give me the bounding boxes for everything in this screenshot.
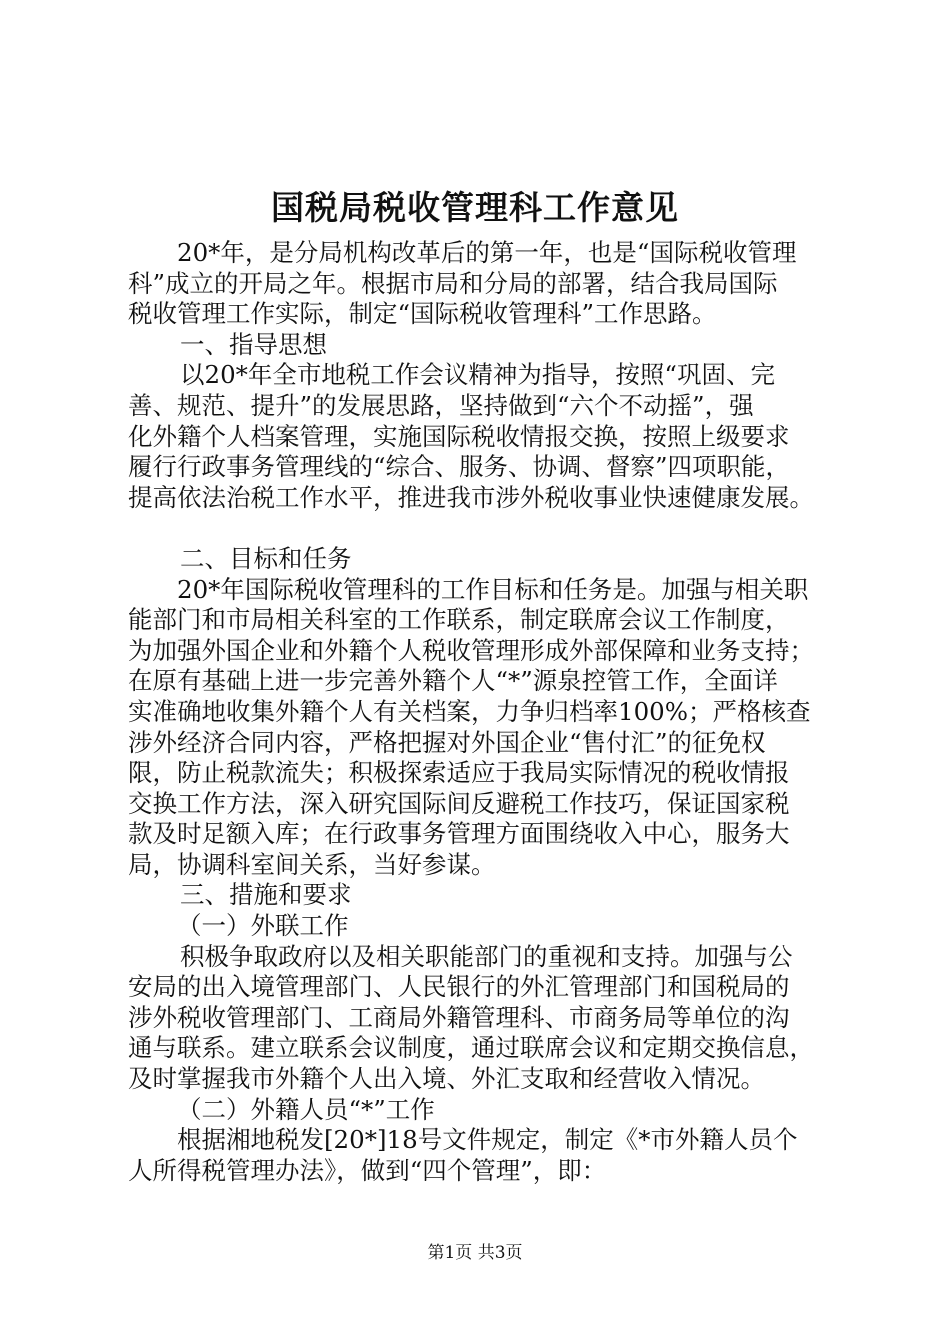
paragraph-line: 安局的出入境管理部门、人民银行的外汇管理部门和国税局的 (128, 972, 790, 1002)
liaison-paragraph (128, 942, 843, 1095)
document-title: 国税局税收管理科工作意见 (271, 188, 679, 227)
paragraph-line: 20*年国际税收管理科的工作目标和任务是。加强与相关职 (177, 574, 809, 604)
paragraph-line: 局，协调科室间关系，当好参谋。 (128, 849, 496, 879)
paragraph-line: 能部门和市局相关科室的工作联系，制定联席会议工作制度， (128, 605, 790, 635)
paragraph-line: 通与联系。建立联系会议制度，通过联席会议和定期交换信息， (128, 1033, 814, 1063)
intro-line: 科”成立的开局之年。根据市局和分局的部署，结合我局国际 (128, 268, 778, 298)
section-heading-goals-tasks: 二、目标和任务 (180, 543, 352, 573)
paragraph-line: 涉外经济合同内容，严格把握对外国企业“售付汇”的征免权 (128, 727, 766, 757)
subsection-heading-liaison: （一）外联工作 (177, 911, 349, 941)
intro-paragraph (128, 238, 843, 330)
paragraph-line: 限，防止税款流失；积极探索适应于我局实际情况的税收情报 (128, 758, 790, 788)
paragraph-spacer (128, 513, 843, 544)
paragraph-line: 交换工作方法，深入研究国际间反避税工作技巧，保证国家税 (128, 788, 790, 818)
section-heading-guiding-thought: 一、指导思想 (180, 329, 327, 359)
paragraph-line: 实准确地收集外籍个人有关档案，力争归档率100%；严格核查 (128, 696, 811, 726)
paragraph-line: 在原有基础上进一步完善外籍个人“*”源泉控管工作，全面详 (128, 666, 778, 696)
paragraph-line: 积极争取政府以及相关职能部门的重视和支持。加强与公 (180, 941, 793, 971)
document-body (128, 238, 843, 1186)
intro-line: 税收管理工作实际，制定“国际税收管理科”工作思路。 (128, 299, 717, 329)
paragraph-line: 人所得税管理办法》，做到“四个管理”，即： (128, 1155, 607, 1185)
paragraph-line: 款及时足额入库；在行政事务管理方面围绕收入中心，服务大 (128, 819, 790, 849)
paragraph-line: 履行行政事务管理线的“综合、服务、协调、督察”四项职能， (128, 452, 791, 482)
section-heading-measures: 三、措施和要求 (180, 880, 352, 910)
paragraph-line: 为加强外国企业和外籍个人税收管理形成外部保障和业务支持； (128, 635, 814, 665)
subsection-heading-foreign-personnel: （二）外籍人员“*”工作 (177, 1094, 435, 1124)
guiding-thought-paragraph (128, 360, 843, 513)
paragraph-line: 善、规范、提升”的发展思路，坚持做到“六个不动摇”，强 (128, 390, 754, 420)
foreign-personnel-paragraph (128, 1125, 843, 1186)
goals-tasks-paragraph (128, 575, 843, 881)
paragraph-line: 根据湘地税发[20*]18号文件规定，制定《*市外籍人员个 (177, 1125, 798, 1155)
paragraph-line: 及时掌握我市外籍个人出入境、外汇支取和经营收入情况。 (128, 1064, 765, 1094)
paragraph-line: 涉外税收管理部门、工商局外籍管理科、市商务局等单位的沟 (128, 1002, 790, 1032)
paragraph-line: 以20*年全市地税工作会议精神为指导，按照“巩固、完 (180, 360, 775, 390)
paragraph-line: 化外籍个人档案管理，实施国际税收情报交换，按照上级要求 (128, 421, 790, 451)
intro-line: 20*年，是分局机构改革后的第一年，也是“国际税收管理 (177, 238, 797, 267)
page-number-footer: 第1页 共3页 (427, 1243, 523, 1263)
paragraph-line: 提高依法治税工作水平，推进我市涉外税收事业快速健康发展。 (128, 482, 814, 512)
